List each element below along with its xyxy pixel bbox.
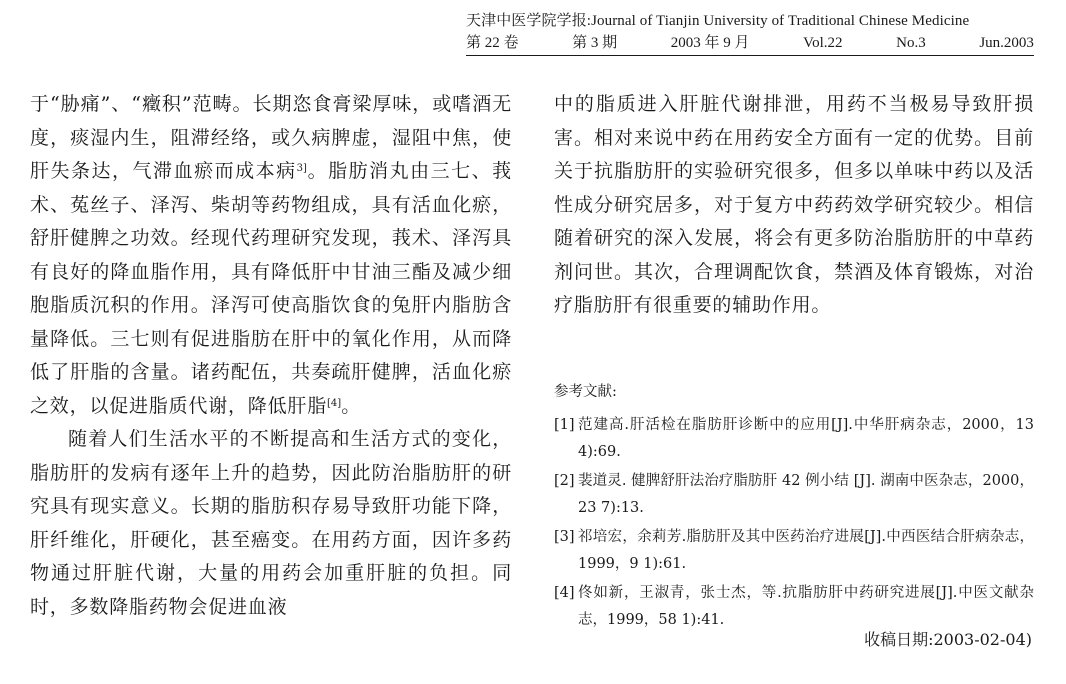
reference-number: [2] [554, 473, 575, 489]
issue-cn: 第 3 期 [572, 35, 618, 51]
paragraph-text: 于“胁痛”、“癥积”范畴。长期恣食膏梁厚味，或嗜酒无度，痰湿内生，阻滞经络，或久病脾虚，湿阻中焦，使肝失条达，气滞血瘀而成本病 [30, 93, 512, 182]
reference-text: 祁培宏，余莉芳.脂肪肝及其中医药治疗进展[J].中西医结合肝病杂志，1999，9 1):61. [578, 529, 1034, 572]
paragraph-text: 。脂肪消丸由三七、莪术、菟丝子、泽泻、柴胡等药物组成，具有活血化瘀，舒肝健脾之功效。经现代药理研究发现，莪术、泽泻具有良好的降血脂作用，具有降低肝中甘油三酯及减少细胞脂质沉积的作用。泽泻可使高脂饮食的兔肝内脂肪含量降低。三七则有促进脂肪在肝中的氧化作用，从而降低了肝脂的含量。诸药配伍，共奏疏肝健脾，活血化瘀之效，以促进脂质代谢，降低肝脂 [30, 160, 512, 417]
references-title: 参考文献: [554, 384, 617, 400]
received-date: 收稿日期:2003-02-04) [864, 630, 1032, 649]
reference-number: [4] [554, 585, 575, 601]
references [554, 380, 1034, 636]
right-column [554, 88, 1034, 323]
volume-en: Vol.22 [803, 35, 843, 51]
paragraph: 中的脂质进入肝脏代谢排泄，用药不当极易导致肝损害。相对来说中药在用药安全方面有一定的优势。目前关于抗脂肪肝的实验研究很多，但多以单味中药以及活性成分研究居多，对于复方中药药效学研究较少。相信随着研究的深入发展，将会有更多防治脂肪肝的中草药剂问世。其次，合理调配饮食，禁酒及体育锻炼，对治疗脂肪肝有很重要的辅助作用。 [554, 93, 1034, 316]
reference-number: [3] [554, 529, 575, 545]
reference-text: 佟如新，王淑青，张士杰，等.抗脂肪肝中药研究进展[J].中医文献杂志，1999，58 1):41. [578, 585, 1034, 628]
issue-info [466, 32, 1036, 54]
citation: [4] [327, 397, 342, 409]
citation: 3] [296, 163, 307, 174]
paragraph-text: 。 [341, 394, 361, 417]
reference-item [554, 412, 1034, 466]
reference-item [554, 524, 1034, 578]
date-cn: 2003 年 9 月 [670, 35, 750, 51]
reference-text: 裴道灵. 健脾舒肝法治疗脂肪肝 42 例小结 [J]. 湖南中医杂志，2000，23 7):13. [578, 473, 1034, 516]
paragraph: 随着人们生活水平的不断提高和生活方式的变化，脂肪肝的发病有逐年上升的趋势，因此防治脂肪肝的研究具有现实意义。长期的脂肪积存易导致肝功能下降，肝纤维化，肝硬化，甚至癌变。在用药方面，因许多药物通过肝脏代谢，大量的用药会加重肝脏的负担。同时，多数降脂药物会促进血液 [30, 428, 512, 618]
reference-number: [1] [554, 417, 575, 433]
journal-title: 天津中医学院学报:Journal of Tianjin University of Traditional Chinese Medicine [466, 13, 970, 29]
volume-cn: 第 22 卷 [466, 35, 519, 51]
header-rule [466, 55, 1034, 56]
reference-item [554, 580, 1034, 634]
reference-item [554, 468, 1034, 522]
journal-header [466, 10, 1036, 54]
date-en: Jun.2003 [979, 35, 1034, 51]
paragraph [30, 88, 512, 423]
reference-text: 范建高.肝活检在脂肪肝诊断中的应用[J].中华肝病杂志，2000，13 4):69. [578, 417, 1034, 460]
issue-en: No.3 [896, 35, 926, 51]
left-column [30, 88, 512, 624]
